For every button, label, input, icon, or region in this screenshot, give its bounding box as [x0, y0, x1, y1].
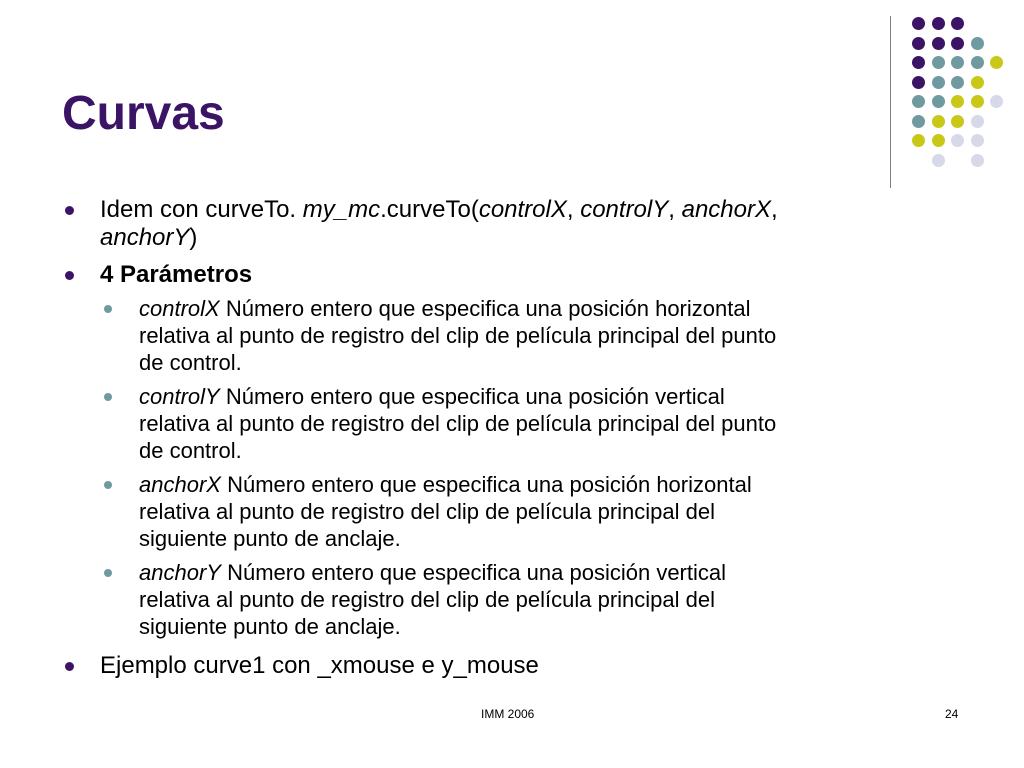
decorative-dot: [932, 76, 945, 89]
bullet-text-line: [139, 613, 726, 640]
sub-bullet-marker: [104, 393, 112, 401]
text-segment: relativa al punto de registro del clip de película principal del: [139, 587, 716, 612]
bullet-text-line: [139, 349, 776, 376]
bullet-text: [139, 559, 726, 640]
slide-title: Curvas: [62, 87, 225, 140]
decorative-dot: [971, 154, 984, 167]
decorative-dot: [951, 134, 964, 147]
decorative-dot: [971, 95, 984, 108]
bullet-text-line: [139, 559, 726, 586]
text-segment: Idem con curveTo.: [100, 196, 303, 223]
text-segment: siguiente punto de anclaje.: [139, 526, 401, 551]
decorative-dot: [912, 76, 925, 89]
text-segment: ,: [668, 196, 682, 223]
text-segment: .curveTo(: [380, 196, 479, 223]
decorative-dot: [932, 37, 945, 50]
text-segment: siguiente punto de anclaje.: [139, 614, 401, 639]
bullet-text-line: [139, 322, 776, 349]
decorative-dot: [912, 134, 925, 147]
decorative-dot: [971, 115, 984, 128]
italic-term: anchorX: [139, 472, 221, 497]
bullet-text-line: [100, 224, 778, 252]
bullet-text-line: [139, 295, 776, 322]
bullet-text-line: [139, 410, 776, 437]
decorative-dot: [932, 95, 945, 108]
decorative-dot: [990, 56, 1003, 69]
italic-term: anchorX: [681, 196, 771, 223]
italic-term: controlX: [478, 196, 567, 223]
decorative-dot: [932, 17, 945, 30]
bullet-text: [100, 196, 778, 252]
decorative-dot: [951, 95, 964, 108]
text-segment: Número entero que especifica una posición horizontal: [220, 472, 752, 497]
decorative-dot: [971, 56, 984, 69]
bullet-text-line: [100, 652, 539, 680]
decorative-dot: [951, 56, 964, 69]
bullet-text: [100, 261, 252, 289]
decorative-dot: [990, 95, 1003, 108]
bullet-text: [100, 652, 539, 680]
bullet-text-line: [139, 498, 752, 525]
decorative-dot: [912, 17, 925, 30]
bullet-text: [139, 471, 752, 552]
footer-center-text: IMM 2006: [481, 707, 535, 721]
decorative-dot: [932, 115, 945, 128]
bullet-marker: [65, 206, 74, 215]
bullet-text: [139, 383, 776, 464]
decorative-dot: [971, 37, 984, 50]
decorative-divider-line: [890, 16, 891, 188]
bold-text: 4 Parámetros: [100, 261, 253, 288]
decorative-dot: [971, 76, 984, 89]
text-segment: ): [189, 224, 198, 251]
italic-term: controlY: [139, 384, 220, 409]
bullet-marker: [65, 271, 74, 280]
text-segment: Ejemplo curve1 con _xmouse e y_mouse: [100, 652, 539, 679]
decorative-dot: [932, 56, 945, 69]
sub-bullet-marker: [104, 305, 112, 313]
bullet-text-line: [100, 261, 252, 289]
bullet-text-line: [139, 437, 776, 464]
bullet-text-line: [139, 525, 752, 552]
text-segment: relativa al punto de registro del clip de película principal del punto: [139, 323, 777, 348]
text-segment: ,: [770, 196, 778, 223]
footer-page-number: 24: [945, 707, 959, 721]
bullet-text-line: [139, 471, 752, 498]
bullet-marker: [65, 662, 74, 671]
text-segment: Número entero que especifica una posición vertical: [219, 384, 725, 409]
text-segment: relativa al punto de registro del clip de película principal del punto: [139, 411, 777, 436]
bullet-text-line: [139, 586, 726, 613]
decorative-dot: [951, 17, 964, 30]
italic-term: controlY: [580, 196, 669, 223]
decorative-dot: [971, 134, 984, 147]
bullet-text-line: [139, 383, 776, 410]
text-segment: ,: [566, 196, 581, 223]
sub-bullet-marker: [104, 481, 112, 489]
text-segment: Número entero que especifica una posición vertical: [220, 560, 727, 585]
text-segment: relativa al punto de registro del clip de película principal del: [139, 499, 716, 524]
sub-bullet-marker: [104, 569, 112, 577]
decorative-dot: [951, 115, 964, 128]
decorative-dot: [932, 134, 945, 147]
decorative-dot: [912, 56, 925, 69]
bullet-text: [139, 295, 776, 376]
decorative-dot: [951, 76, 964, 89]
text-segment: de control.: [139, 438, 242, 463]
italic-term: controlX: [139, 296, 220, 321]
bullet-text-line: [100, 196, 778, 224]
decorative-dot: [912, 115, 925, 128]
text-segment: Número entero que especifica una posición horizontal: [219, 296, 751, 321]
decorative-dot: [951, 37, 964, 50]
decorative-dot: [912, 95, 925, 108]
decorative-dot: [932, 154, 945, 167]
italic-term: anchorY: [139, 560, 221, 585]
text-segment: de control.: [139, 350, 242, 375]
italic-term: my_mc: [302, 196, 381, 223]
decorative-dot: [912, 37, 925, 50]
italic-term: anchorY: [100, 224, 190, 251]
